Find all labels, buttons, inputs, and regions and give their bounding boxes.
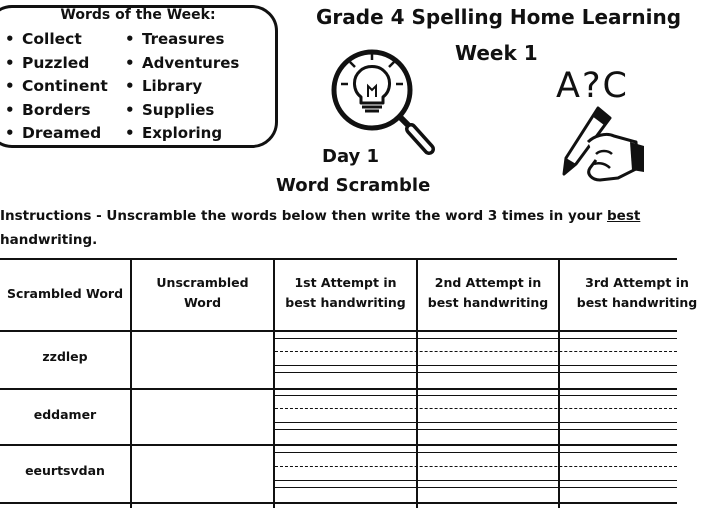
instructions (0, 204, 670, 252)
unscrambled-answer-cell[interactable] (132, 390, 273, 444)
day-label: Day 1 (322, 146, 380, 167)
word-list-item: • Supplies (125, 99, 239, 123)
scrambled-word-cell: eddamer (33, 407, 97, 422)
instructions-text: Instructions - Unscramble the words below then write the word 3 times in your (0, 208, 608, 224)
abc-text: A?C (556, 66, 629, 106)
second-attempt-cell[interactable] (418, 446, 558, 502)
word-list-item: • Collect (5, 28, 108, 52)
header-first-attempt: 1st Attempt in best handwriting (285, 275, 406, 310)
third-attempt-cell[interactable] (560, 332, 677, 388)
scrambled-word-cell: zzdlep (42, 349, 88, 364)
week-label: Week 1 (455, 41, 538, 65)
header-unscrambled-word: Unscrambled Word (156, 275, 249, 310)
word-list-item: • Dreamed (5, 122, 108, 146)
word-list-column-2 (125, 28, 239, 146)
word-list-item: • Exploring (125, 122, 239, 146)
first-attempt-cell[interactable] (275, 332, 416, 388)
second-attempt-cell[interactable] (418, 390, 558, 444)
instructions-underlined: best (607, 208, 641, 224)
unscrambled-answer-cell[interactable] (132, 332, 273, 388)
unscrambled-answer-cell[interactable] (132, 446, 273, 502)
third-attempt-cell[interactable] (560, 390, 677, 444)
word-list-item: • Treasures (125, 28, 239, 52)
words-of-week-title: Words of the Week: (60, 7, 216, 23)
magnifier-lightbulb-icon (316, 40, 442, 160)
word-list-item: • Puzzled (5, 52, 108, 76)
word-list-item: • Continent (5, 75, 108, 99)
scrambled-word-cell: eeurtsvdan (25, 463, 105, 478)
second-attempt-cell[interactable] (418, 332, 558, 388)
first-attempt-cell[interactable] (275, 446, 416, 502)
word-list-item: • Borders (5, 99, 108, 123)
activity-title: Word Scramble (276, 175, 431, 196)
writing-hand-icon (548, 102, 648, 186)
header-scrambled-word: Scrambled Word (6, 286, 124, 301)
word-list-column-1 (5, 28, 108, 146)
header-second-attempt: 2nd Attempt in best handwriting (427, 275, 549, 310)
first-attempt-cell[interactable] (275, 390, 416, 444)
instructions-text-end: handwriting. (0, 232, 98, 248)
word-list-item: • Library (125, 75, 239, 99)
page-title: Grade 4 Spelling Home Learning (316, 5, 682, 29)
third-attempt-cell[interactable] (560, 446, 677, 502)
header-third-attempt: 3rd Attempt in best handwriting (576, 275, 698, 310)
word-list-item: • Adventures (125, 52, 239, 76)
